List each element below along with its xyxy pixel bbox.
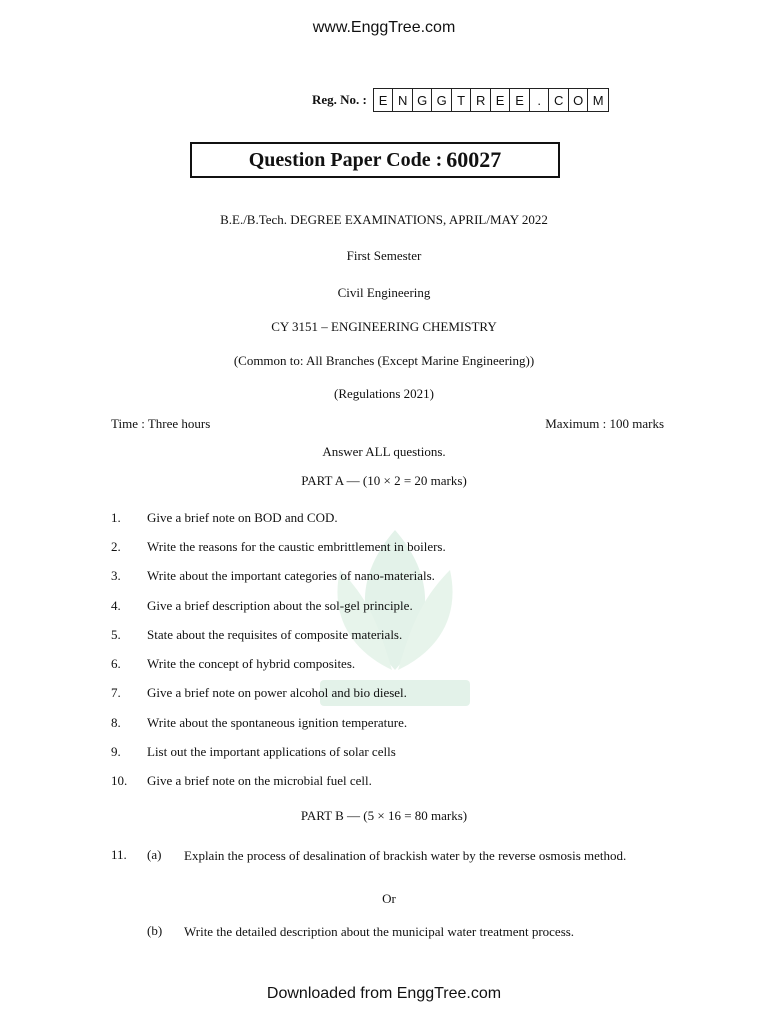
question-text: Write the detailed description about the municipal water treatment process. (184, 924, 575, 939)
exam-common-to: (Common to: All Branches (Except Marine Engineering)) (233, 353, 535, 368)
list-item (111, 562, 664, 591)
question-number: 7. (111, 685, 121, 701)
exam-max-marks: Maximum : 100 marks (545, 416, 664, 431)
reg-no-label: Reg. No. : (312, 92, 367, 107)
question-text: Write the concept of hybrid composites. (147, 656, 356, 672)
part-b-title: PART B — (5 × 16 = 80 marks) (300, 808, 468, 823)
question-number: 2. (111, 538, 121, 554)
exam-semester: First Semester (346, 248, 422, 263)
question-text: Give a brief note on BOD and COD. (147, 509, 338, 525)
list-item (111, 532, 664, 561)
question-text: Give a brief note on power alcohol and bio diesel. (147, 685, 407, 701)
question-text: Write about the important categories of nano-materials. (147, 568, 435, 584)
question-text: State about the requisites of composite materials. (147, 626, 403, 642)
question-number: 10. (111, 773, 128, 789)
question-text: Explain the process of desalination of brackish water by the reverse osmosis method. (184, 848, 627, 863)
reg-no-box: N (393, 89, 413, 111)
question-text: Write about the spontaneous ignition temperature. (147, 714, 408, 730)
question-paper-code-label: Question Paper Code : (248, 148, 443, 171)
reg-no-box: R (471, 89, 491, 111)
reg-no (312, 88, 609, 112)
reg-no-box: E (510, 89, 530, 111)
question-number: 9. (111, 744, 121, 760)
reg-no-box: . (530, 89, 550, 111)
question-text: Give a brief description about the sol-gel principle. (147, 597, 413, 613)
question-number: 6. (111, 656, 121, 672)
part-a-question-list (111, 503, 664, 796)
question-number: 4. (111, 597, 121, 613)
reg-no-box: E (374, 89, 394, 111)
exam-instruction: Answer ALL questions. (322, 444, 446, 459)
exam-meta-row (111, 416, 664, 432)
list-item (111, 591, 664, 620)
reg-no-box: O (569, 89, 589, 111)
exam-subject: CY 3151 – ENGINEERING CHEMISTRY (271, 319, 497, 334)
question-number: 11. (111, 847, 127, 862)
question-number: 8. (111, 714, 121, 730)
list-item (111, 620, 664, 649)
part-b-question-11b (111, 923, 664, 940)
exam-branch: Civil Engineering (337, 285, 431, 300)
reg-no-box: G (432, 89, 452, 111)
part-a-title: PART A — (10 × 2 = 20 marks) (301, 473, 467, 488)
question-paper-code-box (190, 142, 560, 178)
sub-question-label: (a) (147, 847, 162, 862)
question-number: 3. (111, 568, 121, 584)
reg-no-boxes (373, 88, 609, 112)
list-item (111, 767, 664, 796)
question-text: Give a brief note on the microbial fuel cell. (147, 773, 372, 789)
site-footer: Downloaded from EnggTree.com (266, 985, 502, 1002)
question-number: 1. (111, 509, 121, 525)
part-b-question-11a (111, 847, 664, 864)
question-number: 5. (111, 626, 121, 642)
list-item (111, 737, 664, 766)
exam-degree: B.E./B.Tech. DEGREE EXAMINATIONS, APRIL/MAY 2022 (220, 212, 548, 227)
reg-no-box: M (592, 92, 604, 108)
exam-regulations: (Regulations 2021) (333, 386, 434, 401)
or-separator: Or (382, 891, 396, 906)
list-item (111, 503, 664, 532)
question-text: List out the important applications of solar cells (147, 744, 396, 760)
site-header: www.EnggTree.com (312, 19, 456, 36)
question-paper-code: 60027 (446, 147, 502, 172)
sub-question-label: (b) (147, 923, 163, 938)
list-item (111, 649, 664, 678)
reg-no-box: T (452, 89, 472, 111)
exam-time: Time : Three hours (111, 416, 211, 431)
question-text: Write the reasons for the caustic embrittlement in boilers. (147, 538, 446, 554)
reg-no-box: G (413, 89, 433, 111)
list-item (111, 708, 664, 737)
list-item (111, 679, 664, 708)
reg-no-box: E (491, 89, 511, 111)
reg-no-box: C (549, 89, 569, 111)
